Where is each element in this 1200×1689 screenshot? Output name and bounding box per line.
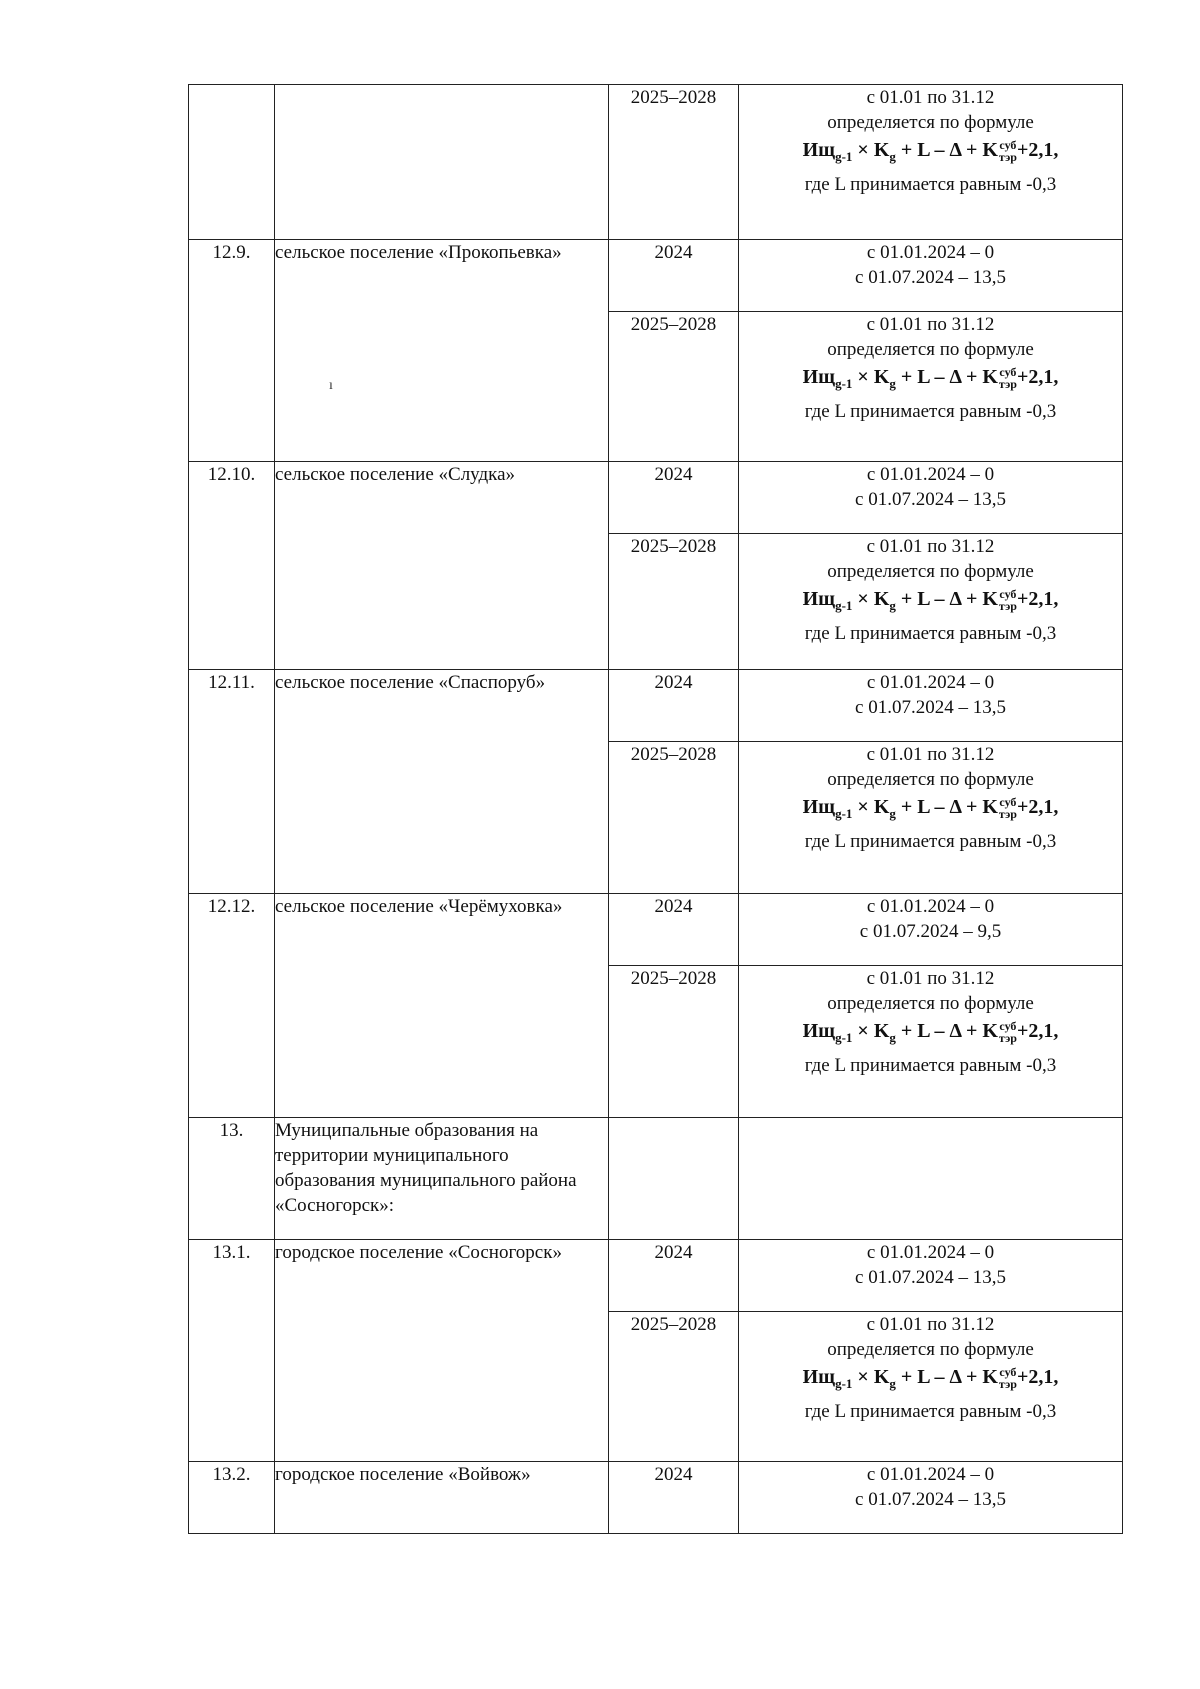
formula-intro: определяется по формуле [827, 1339, 1034, 1360]
formula-k-scripts [999, 796, 1017, 820]
formula-kg: × K [857, 1366, 890, 1388]
formula [739, 792, 1122, 829]
formula-note: где L принимается равным -0,3 [804, 174, 1057, 195]
formula-base: Ищ [802, 1020, 836, 1042]
formula-base-sub: g-1 [835, 376, 853, 391]
formula-k-scripts [999, 1366, 1017, 1390]
period-year: 2024 [609, 462, 739, 534]
rate-value [739, 966, 1123, 1118]
formula-intro: определяется по формуле [827, 112, 1034, 133]
table-row [189, 240, 1123, 312]
municipality-name: Муниципальные образования на территории муниципального образования муниципального района «Сосногорск»: [275, 1118, 609, 1240]
rate-value [739, 1462, 1123, 1534]
rate-value [739, 1312, 1123, 1462]
formula-middle: + L – Δ + K [900, 588, 998, 610]
formula-note: где L принимается равным -0,3 [804, 1055, 1057, 1076]
table-row [189, 462, 1123, 534]
rate-value [739, 312, 1123, 462]
rate-date-start: с 01.01.2024 – 0 [866, 896, 995, 917]
formula-k-sub: тэр [998, 150, 1017, 165]
formula-kg-sub: g [889, 376, 896, 391]
formula-kg-sub: g [889, 149, 896, 164]
period-range: с 01.01 по 31.12 [866, 968, 995, 989]
period-year: 2025–2028 [609, 85, 739, 240]
table-row [189, 1462, 1123, 1534]
period-year: 2025–2028 [609, 1312, 739, 1462]
formula-base-sub: g-1 [835, 149, 853, 164]
formula-k-scripts [999, 1020, 1017, 1044]
formula-kg-sub: g [889, 1376, 896, 1391]
formula-k-scripts [999, 139, 1017, 163]
municipality-name: сельское поселение «Спаспоруб» [275, 670, 609, 894]
row-number: 12.11. [189, 670, 275, 894]
period-year: 2025–2028 [609, 534, 739, 670]
municipality-name: сельское поселение «Черёмуховка» [275, 894, 609, 1118]
row-number: 13.1. [189, 1240, 275, 1462]
period-year [609, 1118, 739, 1240]
table-body [189, 85, 1123, 1534]
rate-date-mid: с 01.07.2024 – 13,5 [855, 1489, 1006, 1510]
period-range: с 01.01 по 31.12 [866, 1314, 995, 1335]
formula-kg: × K [857, 588, 890, 610]
rate-date-mid: с 01.07.2024 – 13,5 [855, 489, 1006, 510]
formula-k-sub: тэр [998, 1031, 1017, 1046]
formula [739, 1016, 1122, 1053]
formula-kg-sub: g [889, 806, 896, 821]
rate-date-start: с 01.01.2024 – 0 [866, 1464, 995, 1485]
formula-base-sub: g-1 [835, 598, 853, 613]
period-year: 2024 [609, 1462, 739, 1534]
formula-base: Ищ [802, 796, 836, 818]
formula-kg-sub: g [889, 1030, 896, 1045]
formula-k-sub: тэр [998, 807, 1017, 822]
formula-middle: + L – Δ + K [900, 139, 998, 161]
rate-value [739, 534, 1123, 670]
table-row [189, 85, 1123, 240]
formula-base-sub: g-1 [835, 806, 853, 821]
formula-k-sup: суб [999, 1365, 1017, 1380]
period-year: 2024 [609, 1240, 739, 1312]
rate-value [739, 894, 1123, 966]
rate-date-mid: с 01.07.2024 – 9,5 [859, 921, 1002, 942]
formula-kg: × K [857, 1020, 890, 1042]
rate-value [739, 462, 1123, 534]
rate-value [739, 1118, 1123, 1240]
formula-k-sup: суб [999, 587, 1017, 602]
formula-k-sup: суб [999, 138, 1017, 153]
formula-kg: × K [857, 139, 890, 161]
municipality-name: сельское поселение «Прокопьевка» [275, 240, 609, 462]
scan-mark: ı [329, 378, 333, 393]
municipality-name: сельское поселение «Слудка» [275, 462, 609, 670]
table-row [189, 894, 1123, 966]
formula [739, 584, 1122, 621]
row-number: 12.10. [189, 462, 275, 670]
row-number: 13.2. [189, 1462, 275, 1534]
formula-tail: +2,1, [1016, 588, 1059, 610]
formula-tail: +2,1, [1016, 1366, 1059, 1388]
formula-base: Ищ [802, 139, 836, 161]
formula [739, 1362, 1122, 1399]
formula-k-sup: суб [999, 365, 1017, 380]
formula-note: где L принимается равным -0,3 [804, 623, 1057, 644]
formula-kg: × K [857, 366, 890, 388]
period-year: 2025–2028 [609, 742, 739, 894]
rate-date-start: с 01.01.2024 – 0 [866, 672, 995, 693]
rate-value [739, 1240, 1123, 1312]
row-number: 13. [189, 1118, 275, 1240]
rate-date-mid: с 01.07.2024 – 13,5 [855, 267, 1006, 288]
formula-k-sub: тэр [998, 599, 1017, 614]
formula-intro: определяется по формуле [827, 339, 1034, 360]
period-year: 2025–2028 [609, 966, 739, 1118]
formula-note: где L принимается равным -0,3 [804, 1401, 1057, 1422]
period-year: 2024 [609, 894, 739, 966]
formula-note: где L принимается равным -0,3 [804, 401, 1057, 422]
formula-kg-sub: g [889, 598, 896, 613]
formula-base-sub: g-1 [835, 1030, 853, 1045]
rate-date-mid: с 01.07.2024 – 13,5 [855, 1267, 1006, 1288]
tariff-table [188, 84, 1123, 1534]
formula-base: Ищ [802, 588, 836, 610]
rate-value [739, 85, 1123, 240]
formula [739, 362, 1122, 399]
table-row [189, 1118, 1123, 1240]
rate-value [739, 670, 1123, 742]
formula-tail: +2,1, [1016, 139, 1059, 161]
period-range: с 01.01 по 31.12 [866, 536, 995, 557]
municipality-name: городское поселение «Войвож» [275, 1462, 609, 1534]
period-range: с 01.01 по 31.12 [866, 744, 995, 765]
period-year: 2025–2028 [609, 312, 739, 462]
formula-intro: определяется по формуле [827, 769, 1034, 790]
formula-k-scripts [999, 366, 1017, 390]
period-year: 2024 [609, 670, 739, 742]
formula-base-sub: g-1 [835, 1376, 853, 1391]
table-row [189, 1240, 1123, 1312]
formula-intro: определяется по формуле [827, 993, 1034, 1014]
rate-date-mid: с 01.07.2024 – 13,5 [855, 697, 1006, 718]
row-number: 12.12. [189, 894, 275, 1118]
formula-intro: определяется по формуле [827, 561, 1034, 582]
formula-k-scripts [999, 588, 1017, 612]
formula-middle: + L – Δ + K [900, 1020, 998, 1042]
formula-tail: +2,1, [1016, 366, 1059, 388]
rate-value [739, 240, 1123, 312]
municipality-name: городское поселение «Сосногорск» [275, 1240, 609, 1462]
period-year: 2024 [609, 240, 739, 312]
rate-date-start: с 01.01.2024 – 0 [866, 464, 995, 485]
municipality-name [275, 85, 609, 240]
formula-base: Ищ [802, 366, 836, 388]
formula-note: где L принимается равным -0,3 [804, 831, 1057, 852]
formula [739, 135, 1122, 172]
formula-middle: + L – Δ + K [900, 366, 998, 388]
row-number: 12.9. [189, 240, 275, 462]
period-range: с 01.01 по 31.12 [866, 314, 995, 335]
rate-date-start: с 01.01.2024 – 0 [866, 242, 995, 263]
formula-k-sub: тэр [998, 1377, 1017, 1392]
formula-base: Ищ [802, 1366, 836, 1388]
formula-middle: + L – Δ + K [900, 796, 998, 818]
formula-kg: × K [857, 796, 890, 818]
table-row [189, 670, 1123, 742]
formula-tail: +2,1, [1016, 1020, 1059, 1042]
formula-k-sup: суб [999, 1019, 1017, 1034]
formula-k-sup: суб [999, 795, 1017, 810]
formula-k-sub: тэр [998, 377, 1017, 392]
formula-middle: + L – Δ + K [900, 1366, 998, 1388]
row-number [189, 85, 275, 240]
rate-value [739, 742, 1123, 894]
period-range: с 01.01 по 31.12 [866, 87, 995, 108]
formula-tail: +2,1, [1016, 796, 1059, 818]
rate-date-start: с 01.01.2024 – 0 [866, 1242, 995, 1263]
